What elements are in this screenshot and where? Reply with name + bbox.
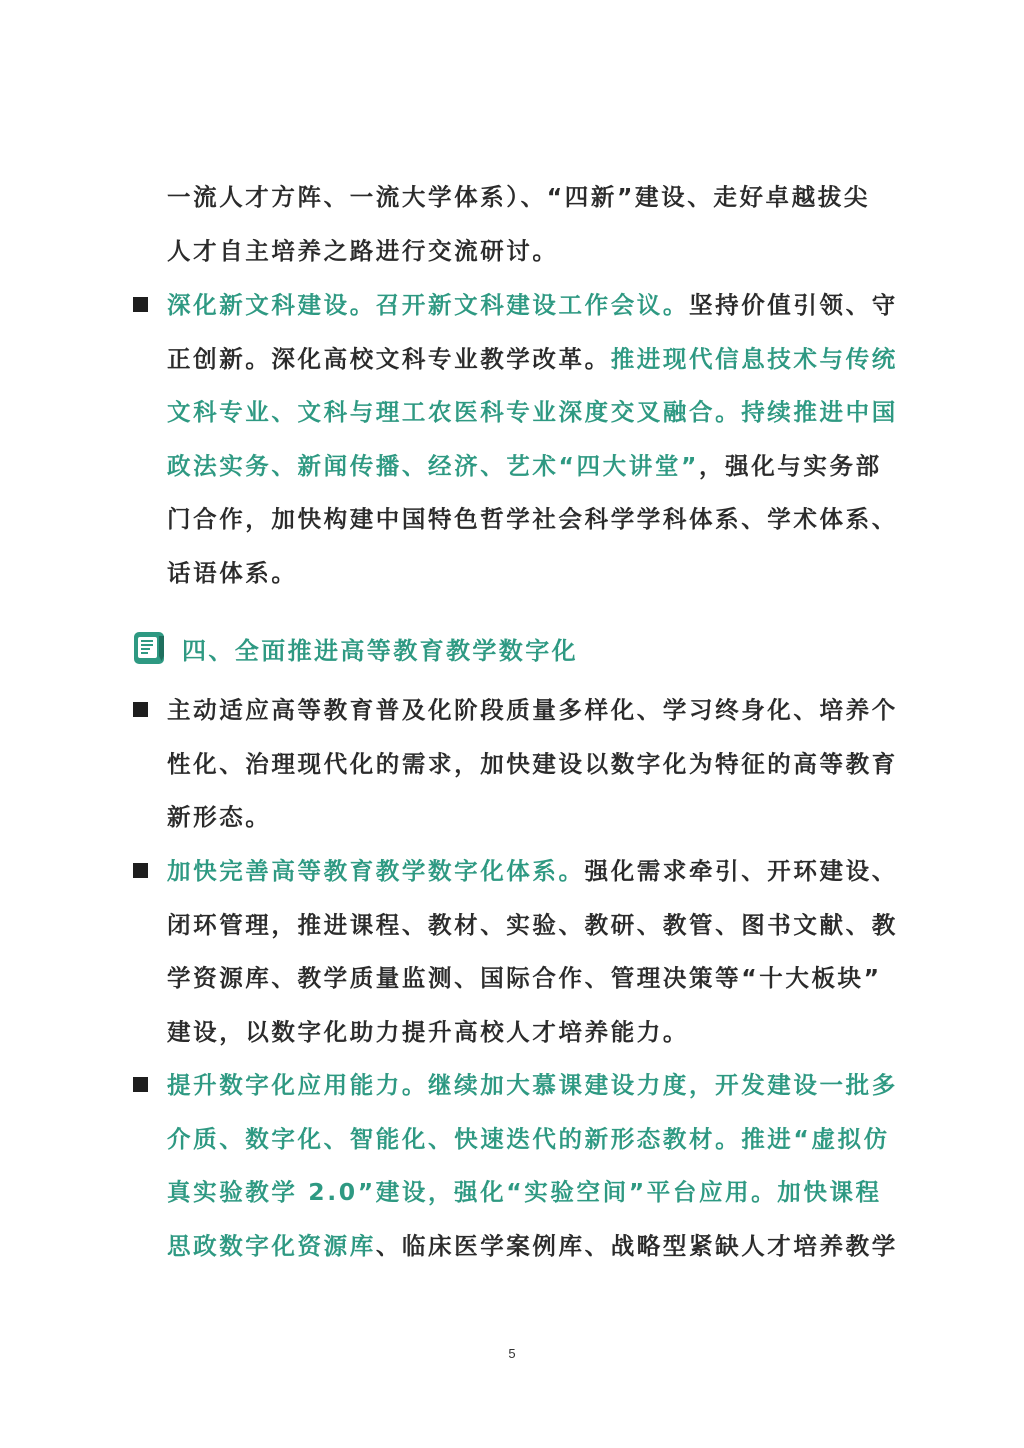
highlight-text: 推进现代信息技术与传统 xyxy=(610,344,898,373)
paragraph-continuation xyxy=(167,171,902,278)
paragraph-new-liberal-arts xyxy=(167,279,902,600)
body-text: 建设，以数字化助力提升高校人才培养能力。 xyxy=(167,1017,689,1046)
body-text: 学资源库、教学质量监测、国际合作、管理决策等“十大板块” xyxy=(167,964,882,992)
paragraph-adapt-demand xyxy=(167,684,902,845)
highlight-text: 提升数字化应用能力。继续加大慕课建设力度，开发建设一批多 xyxy=(167,1071,898,1099)
body-text: 正创新。深化高校文科专业教学改革。 xyxy=(167,344,611,373)
body-text: 主动适应高等教育普及化阶段质量多样化、学习终身化、培养个 xyxy=(167,696,898,724)
text-line xyxy=(167,493,902,547)
text-line xyxy=(167,1166,902,1220)
body-text: 话语体系。 xyxy=(167,558,298,587)
highlight-text: 介质、数字化、智能化、快速迭代的新形态教材。推进“虚拟仿 xyxy=(167,1124,890,1153)
text-line xyxy=(167,845,902,899)
text-line xyxy=(167,899,902,953)
bullet-square-icon xyxy=(133,863,148,878)
highlight-text: 深化新文科建设。召开新文科建设工作会议。 xyxy=(167,291,689,319)
text-line xyxy=(167,684,902,738)
highlight-text: 思政数字化资源库 xyxy=(167,1231,376,1260)
text-line xyxy=(167,386,902,440)
paragraph-digital-system xyxy=(167,845,902,1059)
document-edit-icon xyxy=(132,630,168,666)
highlight-text: 政法实务、新闻传播、经济、艺术“四大讲堂” xyxy=(167,451,699,480)
text-line xyxy=(167,171,902,225)
section-heading-text: 四、全面推进高等教育教学数字化 xyxy=(182,636,578,665)
text-line xyxy=(167,333,902,387)
text-line xyxy=(167,225,902,279)
highlight-text: 真实验教学 2.0”建设，强化“实验空间”平台应用。加快课程 xyxy=(167,1178,882,1206)
body-text: 坚持价值引领、守 xyxy=(689,291,898,319)
text-line xyxy=(167,952,902,1006)
bullet-square-icon xyxy=(133,297,148,312)
text-line xyxy=(167,279,902,333)
highlight-text: 文科专业、文科与理工农医科专业深度交叉融合。持续推进中国 xyxy=(167,398,898,426)
body-text: 一流人才方阵、一流大学体系）、“四新”建设、走好卓越拔尖 xyxy=(167,183,870,211)
highlight-text: 加快完善高等教育教学数字化体系。 xyxy=(167,857,585,885)
section-heading xyxy=(132,628,578,668)
body-text: ，强化与实务部 xyxy=(699,451,882,480)
text-line xyxy=(167,1059,902,1113)
text-line xyxy=(167,791,902,845)
text-line xyxy=(167,1220,902,1274)
text-line xyxy=(167,1006,902,1060)
bullet-square-icon xyxy=(133,702,148,717)
body-text: 新形态。 xyxy=(167,803,272,831)
body-text: 闭环管理，推进课程、教材、实验、教研、教管、图书文献、教 xyxy=(167,910,898,939)
paragraph-digital-application xyxy=(167,1059,902,1273)
text-line xyxy=(167,547,902,601)
body-text: 性化、治理现代化的需求，加快建设以数字化为特征的高等教育 xyxy=(167,749,898,778)
body-text: 强化需求牵引、开环建设、 xyxy=(584,857,898,885)
bullet-square-icon xyxy=(133,1077,148,1092)
text-line xyxy=(167,440,902,494)
text-line xyxy=(167,1113,902,1167)
body-text: 人才自主培养之路进行交流研讨。 xyxy=(167,236,559,265)
body-text: 、临床医学案例库、战略型紧缺人才培养教学 xyxy=(375,1231,898,1260)
text-line xyxy=(167,738,902,792)
page-number: 5 xyxy=(508,1346,516,1361)
body-text: 门合作，加快构建中国特色哲学社会科学学科体系、学术体系、 xyxy=(167,505,898,533)
